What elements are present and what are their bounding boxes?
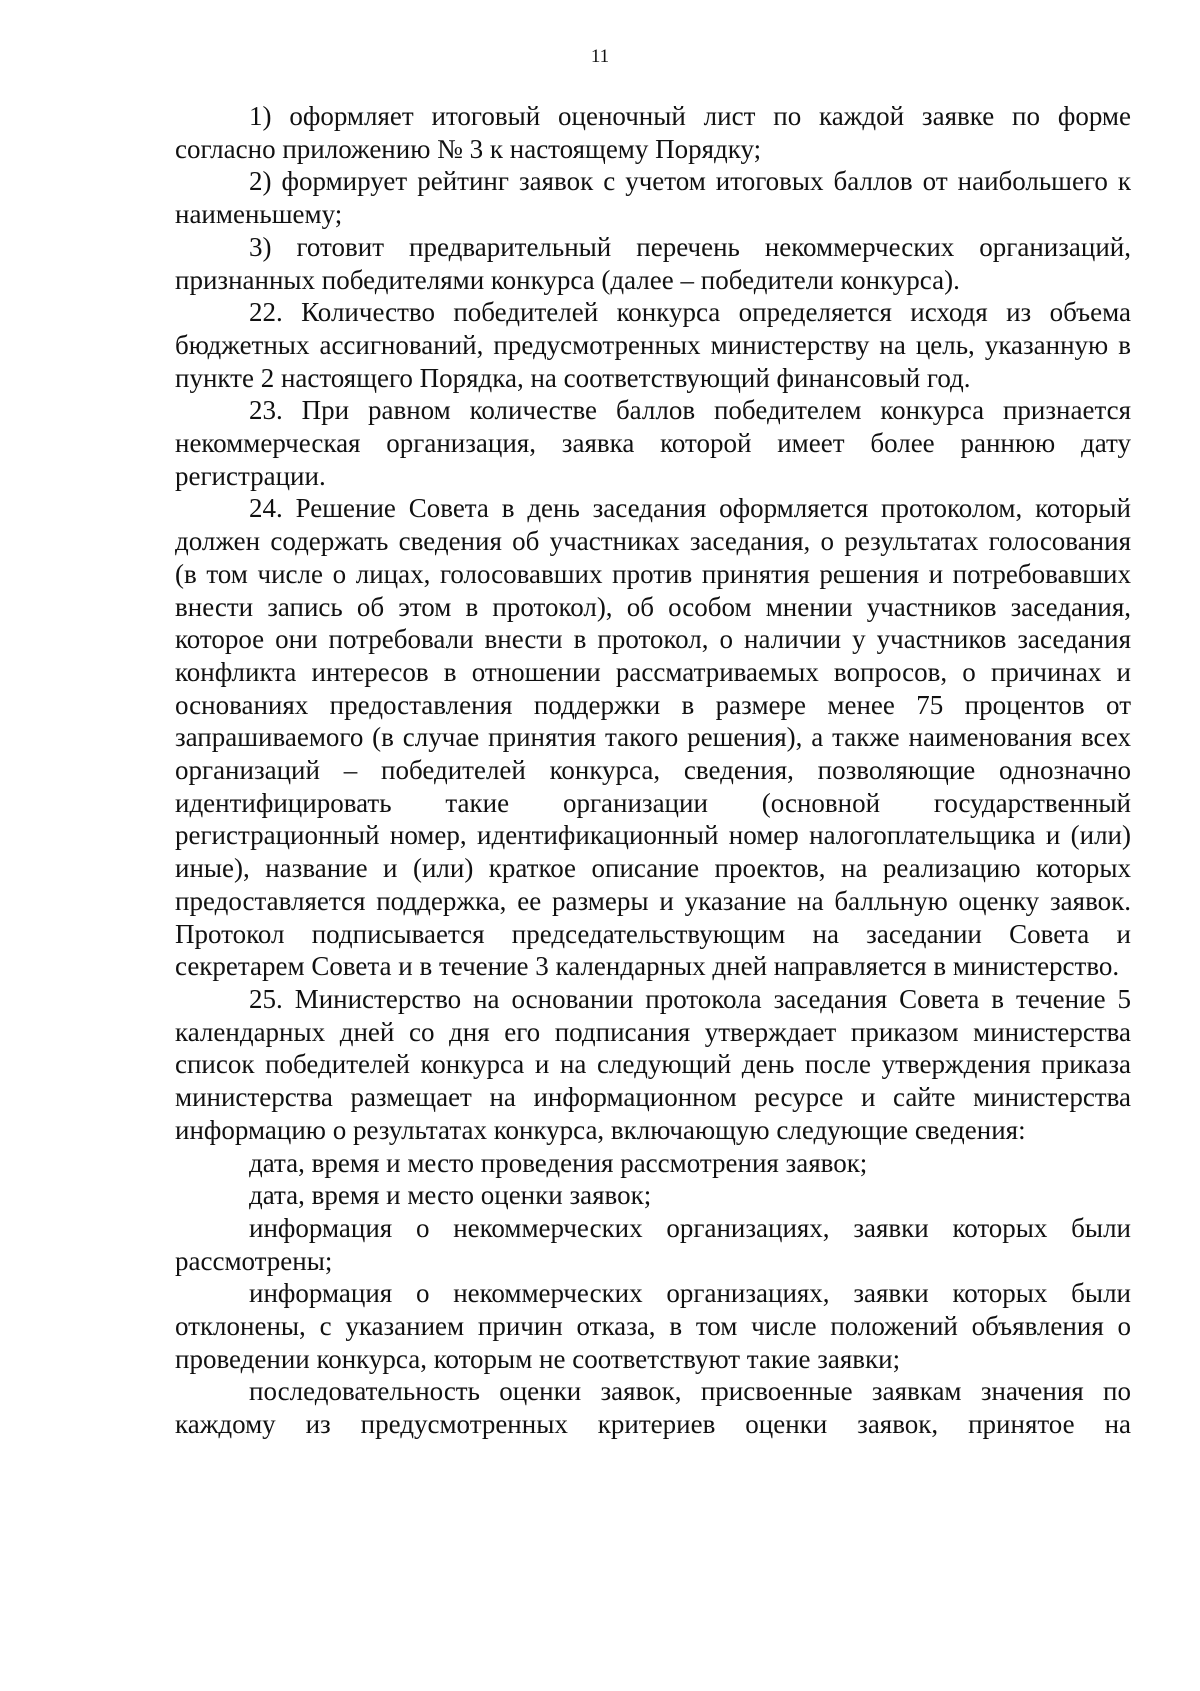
paragraph-item-2: 2) формирует рейтинг заявок с учетом итоговых баллов от наибольшего к наименьшему;: [175, 166, 1131, 230]
paragraph-22: 22. Количество победителей конкурса определяется исходя из объема бюджетных ассигнований, предусмотренных министерству на цель, указанную в пункте 2 настоящего Порядка, на соответствующий финансовый год.: [175, 297, 1131, 393]
paragraph-list-date-review: дата, время и место проведения рассмотрения заявок;: [249, 1147, 868, 1178]
paragraph-list-rejected: информация о некоммерческих организациях, заявки которых были отклонены, с указанием причин отказа, в том числе положений объявления о проведении конкурса, которым не соответствуют такие заявки;: [175, 1278, 1131, 1374]
paragraph-list-date-evaluation: дата, время и место оценки заявок;: [249, 1180, 652, 1211]
paragraph-item-3: 3) готовит предварительный перечень некоммерческих организаций, признанных победителями конкурса (далее – победители конкурса).: [175, 231, 1131, 295]
paragraph-25: 25. Министерство на основании протокола заседания Совета в течение 5 календарных дней со дня его подписания утверждает приказом министерства список победителей конкурса и на следующий день после утверждения приказа министерства размещает на информационном ресурсе и сайте министерства информацию о результатах конкурса, включающую следующие сведения:: [175, 983, 1131, 1145]
paragraph-list-sequence: последовательность оценки заявок, присвоенные заявкам значения по каждому из предусмотренных критериев оценки заявок, принятое на: [175, 1376, 1131, 1440]
document-body: [175, 100, 1131, 1441]
paragraph-23: 23. При равном количестве баллов победителем конкурса признается некоммерческая организация, заявка которой имеет более раннюю дату регистрации.: [175, 395, 1131, 491]
page-number: 11: [590, 46, 610, 67]
paragraph-item-1: 1) оформляет итоговый оценочный лист по каждой заявке по форме согласно приложению № 3 к настоящему Порядку;: [175, 101, 1131, 164]
paragraph-24: 24. Решение Совета в день заседания оформляется протоколом, который должен содержать сведения об участниках заседания, о результатах голосования (в том числе о лицах, голосовавших против принятия решения и потребовавших внести запись об этом в протокол), об особом мнении участников заседания, которое они потребовали внести в протокол, о наличии у участников заседания конфликта интересов в отношении рассматриваемых вопросов, о причинах и основаниях предоставления поддержки в размере менее 75 процентов от запрашиваемого (в случае принятия такого решения), а также наименования всех организаций – победителей конкурса, сведения, позволяющие однозначно идентифицировать такие организации (основной государственный регистрационный номер, идентификационный номер налогоплательщика и (или) иные), название и (или) краткое описание проектов, на реализацию которых предоставляется поддержка, ее размеры и указание на балльную оценку заявок. Протокол подписывается председательствующим на заседании Совета и секретарем Совета и в течение 3 календарных дней направляется в министерство.: [175, 493, 1131, 982]
paragraph-list-considered: информация о некоммерческих организациях, заявки которых были рассмотрены;: [175, 1212, 1131, 1276]
